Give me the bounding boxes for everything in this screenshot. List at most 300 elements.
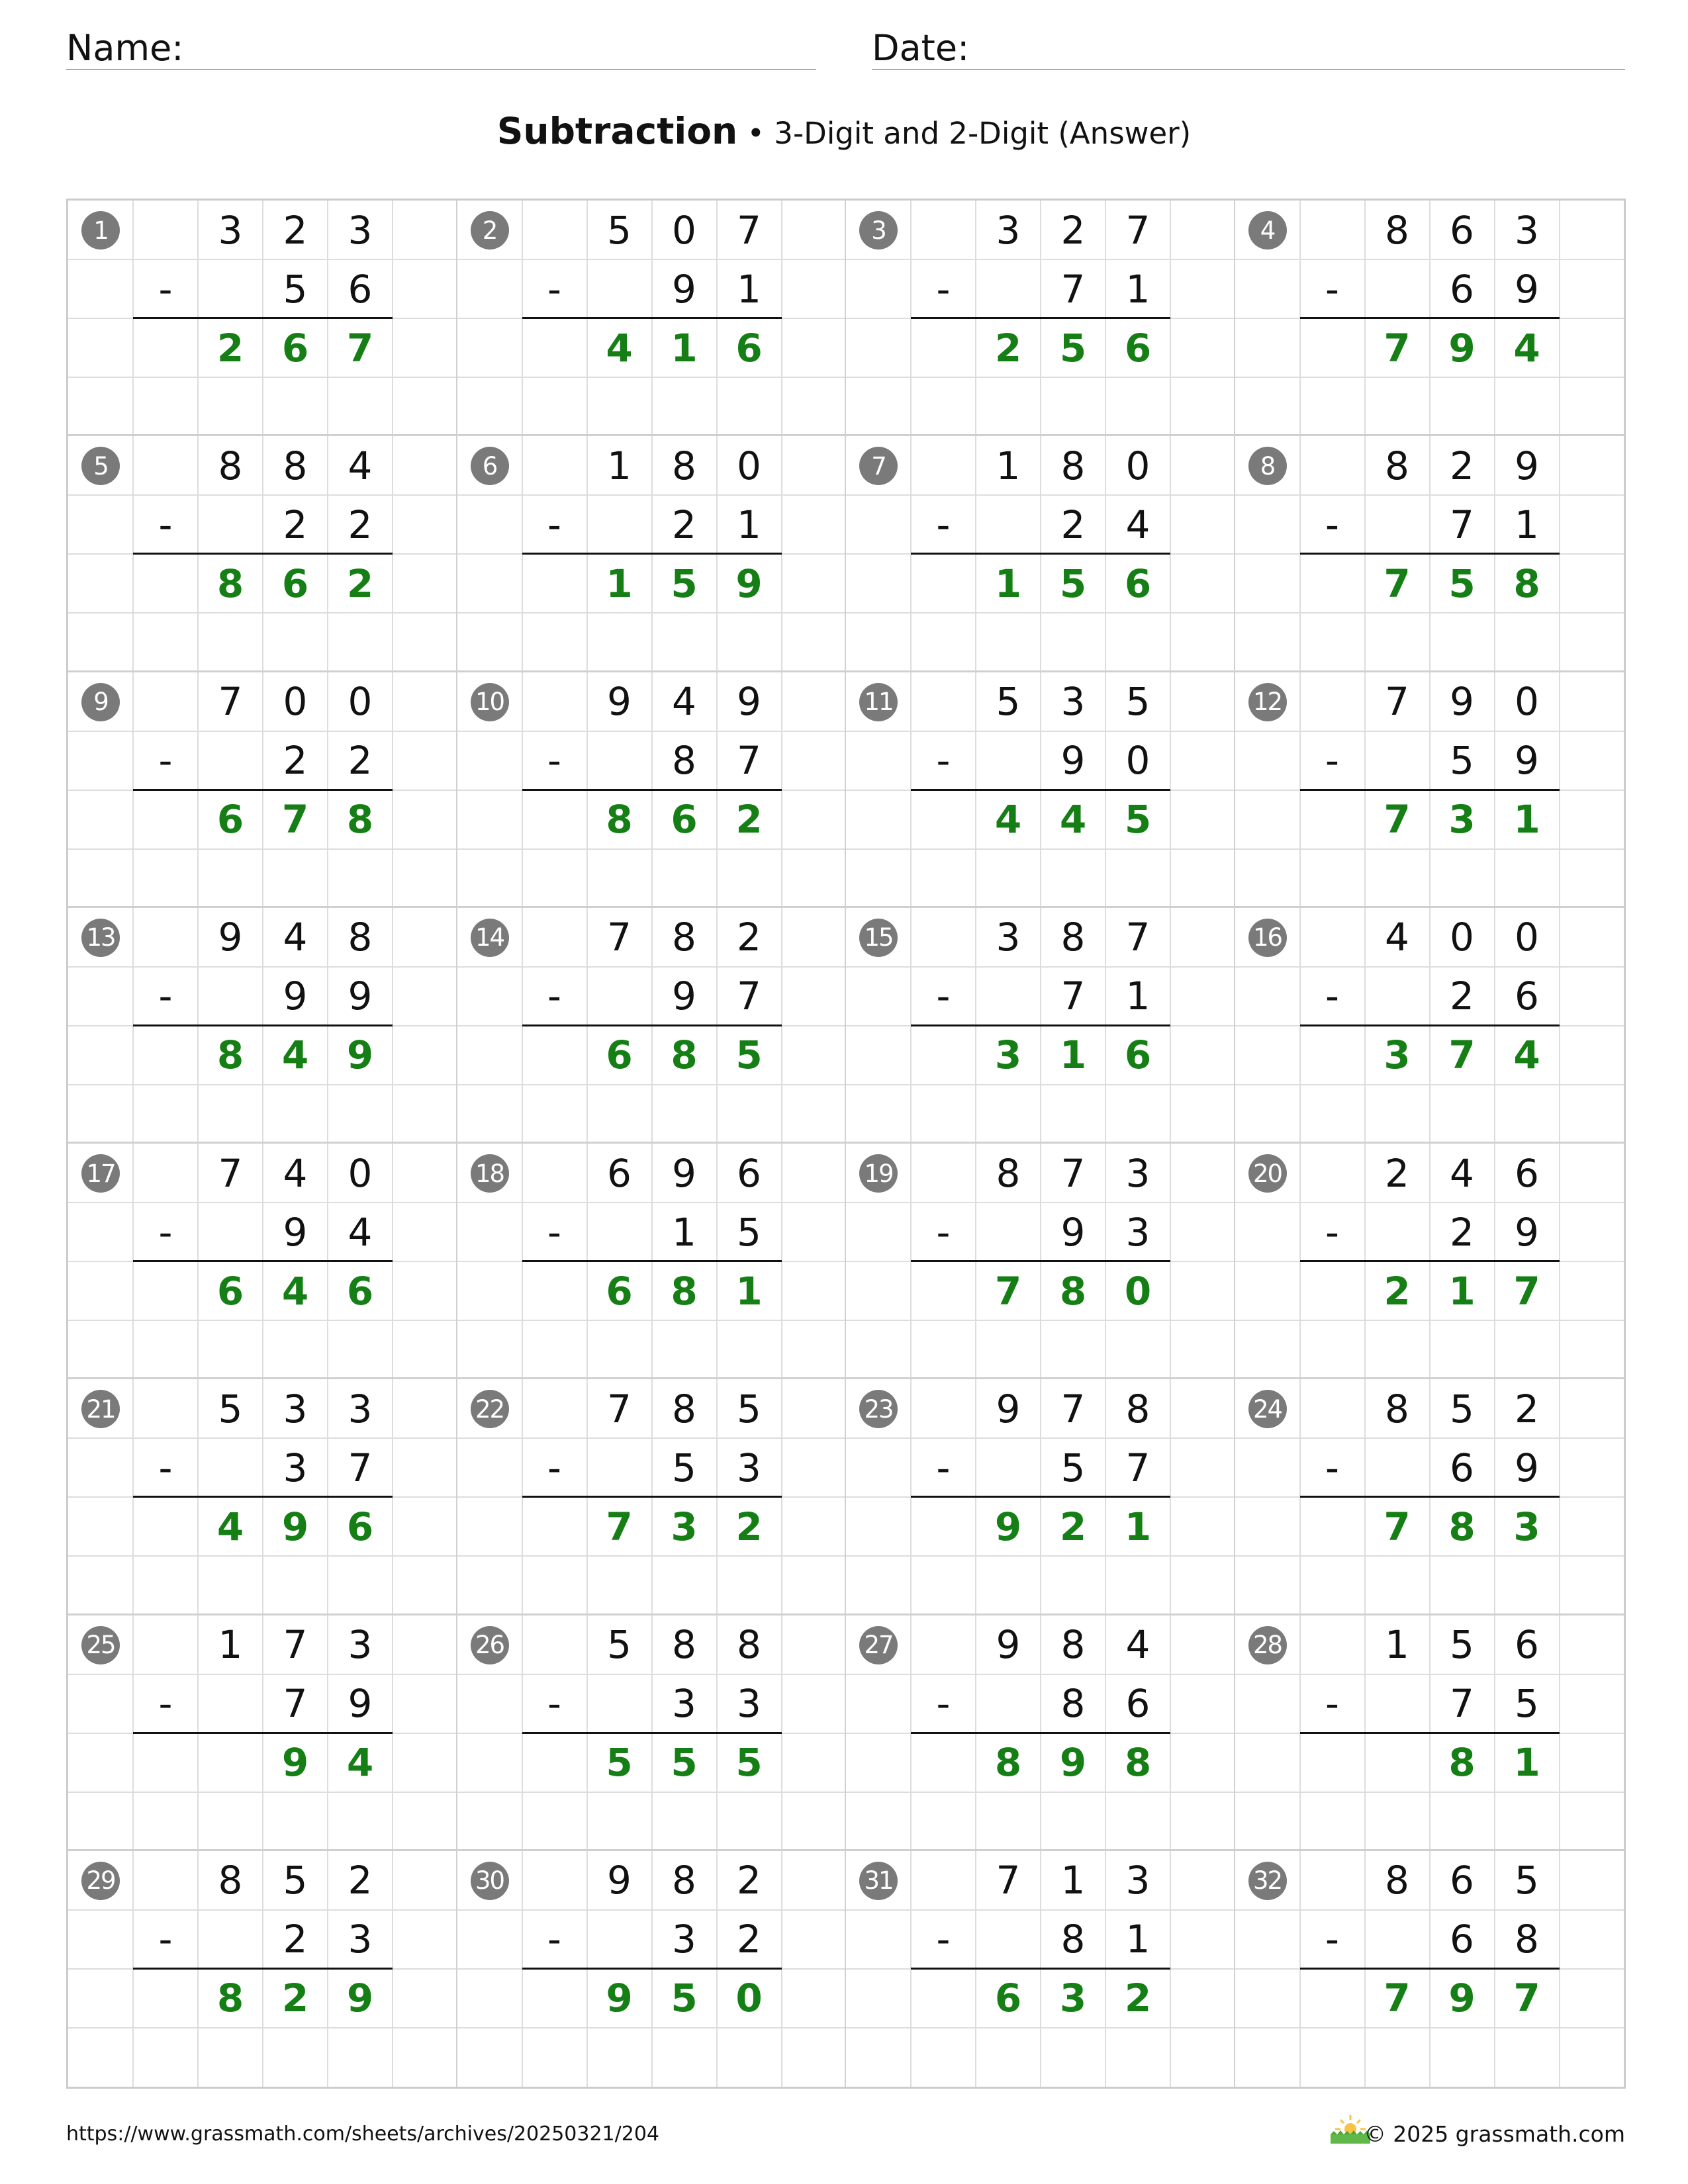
answer-digit: 4 (346, 1740, 374, 1785)
subtrahend-digit: 5 (737, 1209, 761, 1255)
subtrahend-digit: 3 (737, 1681, 761, 1726)
subtrahend-digit: 9 (1515, 738, 1539, 783)
minuend-digit: 2 (348, 1858, 373, 1903)
answer-digit: 4 (281, 1032, 309, 1078)
problem-number: 17 (81, 1154, 120, 1193)
answer-digit: 4 (281, 1268, 309, 1314)
minuend-digit: 5 (607, 207, 632, 253)
answer-digit: 1 (1124, 1504, 1152, 1549)
subtrahend-digit: 2 (1450, 1209, 1474, 1255)
title-main: Subtraction (496, 110, 738, 152)
answer-digit: 8 (671, 1032, 698, 1078)
minus-sign: - (1325, 1917, 1339, 1962)
answer-digit: 8 (994, 1740, 1022, 1785)
problem-cell (1235, 672, 1624, 908)
answer-digit: 1 (994, 561, 1022, 606)
problem-number: 1 (81, 211, 120, 250)
problem-number: 23 (859, 1390, 898, 1428)
minuend-digit: 4 (283, 1150, 308, 1196)
problem-cell (68, 1379, 457, 1615)
answer-digit: 5 (1059, 325, 1087, 371)
minuend-digit: 8 (348, 915, 373, 960)
minuend-digit: 9 (1450, 679, 1474, 724)
answer-digit: 1 (735, 1268, 763, 1314)
minuend-digit: 8 (1060, 1622, 1086, 1667)
minus-sign: - (158, 266, 173, 312)
minuend-digit: 6 (1450, 207, 1474, 253)
subtrahend-digit: 6 (348, 266, 373, 312)
footer-url: https://www.grassmath.com/sheets/archives/20250321/204 (66, 2122, 660, 2146)
answer-digit: 6 (1124, 1032, 1152, 1078)
minuend-digit: 9 (607, 679, 632, 724)
answer-digit: 3 (1448, 797, 1476, 842)
problem-cell (457, 436, 847, 672)
problem-number: 9 (81, 683, 120, 721)
problem-cell (68, 1615, 457, 1851)
problem-number: 15 (859, 919, 898, 957)
subtrahend-digit: 7 (1060, 974, 1086, 1019)
answer-digit: 2 (1383, 1268, 1411, 1314)
answer-digit: 7 (1383, 561, 1411, 606)
answer-digit: 5 (1059, 561, 1087, 606)
subtrahend-digit: 2 (283, 1917, 308, 1962)
answer-digit: 5 (671, 561, 698, 606)
minuend-digit: 3 (348, 207, 373, 253)
problem-number: 16 (1248, 919, 1287, 957)
date-field[interactable] (872, 20, 1625, 70)
answer-digit: 9 (1059, 1740, 1087, 1785)
answer-digit: 9 (1448, 325, 1476, 371)
minus-sign: - (936, 1209, 951, 1255)
minuend-digit: 0 (1515, 915, 1539, 960)
minuend-digit: 8 (218, 1858, 243, 1903)
problem-cell (457, 1615, 847, 1851)
answer-digit: 4 (994, 797, 1022, 842)
answer-digit: 5 (671, 1740, 698, 1785)
minuend-digit: 0 (283, 679, 308, 724)
subtrahend-digit: 7 (737, 974, 761, 1019)
problem-grid (66, 199, 1626, 2089)
minuend-digit: 8 (218, 443, 243, 488)
minuend-digit: 3 (1125, 1858, 1150, 1903)
answer-digit: 3 (1383, 1032, 1411, 1078)
answer-digit: 7 (1383, 1976, 1411, 2021)
subtrahend-digit: 1 (1125, 266, 1150, 312)
answer-digit: 7 (1513, 1268, 1540, 1314)
problem-cell (68, 201, 457, 436)
minus-sign: - (1325, 974, 1339, 1019)
subtrahend-digit: 7 (737, 738, 761, 783)
minuend-digit: 4 (348, 443, 373, 488)
answer-digit: 3 (671, 1504, 698, 1549)
minuend-digit: 9 (607, 1858, 632, 1903)
minuend-digit: 5 (1515, 1858, 1539, 1903)
subtrahend-digit: 4 (348, 1209, 373, 1255)
subtrahend-digit: 1 (737, 266, 761, 312)
name-field[interactable] (66, 20, 816, 70)
minuend-digit: 4 (1125, 1622, 1150, 1667)
subtrahend-digit: 8 (1515, 1917, 1539, 1962)
subtrahend-digit: 2 (283, 738, 308, 783)
minuend-digit: 4 (672, 679, 696, 724)
problem-cell (68, 908, 457, 1144)
minuend-digit: 5 (1450, 1622, 1474, 1667)
answer-digit: 2 (281, 1976, 309, 2021)
subtrahend-digit: 5 (672, 1445, 696, 1490)
subtrahend-digit: 9 (283, 1209, 308, 1255)
subtrahend-digit: 6 (1450, 1917, 1474, 1962)
answer-digit: 6 (1124, 325, 1152, 371)
problem-number: 20 (1248, 1154, 1287, 1193)
minuend-digit: 7 (737, 207, 761, 253)
problem-cell (846, 1379, 1235, 1615)
answer-digit: 6 (216, 1268, 244, 1314)
answer-digit: 1 (1448, 1268, 1476, 1314)
answer-digit: 5 (1448, 561, 1476, 606)
minuend-digit: 3 (996, 207, 1021, 253)
answer-digit: 6 (281, 561, 309, 606)
minus-sign: - (1325, 266, 1339, 312)
problem-number: 11 (859, 683, 898, 721)
problem-cell (68, 672, 457, 908)
answer-digit: 7 (606, 1504, 633, 1549)
answer-digit: 8 (1448, 1740, 1476, 1785)
subtrahend-digit: 4 (1125, 502, 1150, 547)
answer-digit: 4 (1513, 325, 1540, 371)
subtrahend-digit: 2 (348, 502, 373, 547)
answer-digit: 4 (1513, 1032, 1540, 1078)
answer-digit: 9 (994, 1504, 1022, 1549)
problem-number: 30 (471, 1862, 509, 1900)
subtrahend-digit: 7 (1450, 502, 1474, 547)
minuend-digit: 3 (348, 1386, 373, 1432)
minuend-digit: 4 (1385, 915, 1409, 960)
answer-digit: 9 (735, 561, 763, 606)
problem-number: 12 (1248, 683, 1287, 721)
answer-digit: 4 (216, 1504, 244, 1549)
problem-cell (846, 672, 1235, 908)
minus-sign: - (547, 502, 561, 547)
answer-digit: 8 (606, 797, 633, 842)
minuend-digit: 8 (672, 915, 696, 960)
minuend-digit: 8 (996, 1150, 1021, 1196)
answer-digit: 8 (1059, 1268, 1087, 1314)
answer-digit: 7 (346, 325, 374, 371)
subtrahend-digit: 9 (1515, 1445, 1539, 1490)
minus-sign: - (936, 1917, 951, 1962)
minuend-digit: 3 (283, 1386, 308, 1432)
answer-digit: 0 (735, 1976, 763, 2021)
minuend-digit: 3 (218, 207, 243, 253)
minus-sign: - (936, 738, 951, 783)
problem-number: 19 (859, 1154, 898, 1193)
subtrahend-digit: 9 (1060, 738, 1086, 783)
minuend-digit: 1 (1385, 1622, 1409, 1667)
minuend-digit: 7 (996, 1858, 1021, 1903)
minuend-digit: 7 (1385, 679, 1409, 724)
subtrahend-digit: 9 (348, 974, 373, 1019)
minuend-digit: 7 (1125, 915, 1150, 960)
minuend-digit: 8 (1385, 207, 1409, 253)
subtrahend-digit: 3 (348, 1917, 373, 1962)
minuend-digit: 7 (1125, 207, 1150, 253)
minus-sign: - (547, 266, 561, 312)
subtrahend-digit: 1 (1515, 502, 1539, 547)
answer-digit: 1 (1513, 797, 1540, 842)
minus-sign: - (158, 1209, 173, 1255)
problem-cell (1235, 908, 1624, 1144)
answer-digit: 6 (1124, 561, 1152, 606)
problem-number: 24 (1248, 1390, 1287, 1428)
date-label: Date: (872, 27, 970, 69)
subtrahend-digit: 8 (1060, 1681, 1086, 1726)
answer-digit: 4 (606, 325, 633, 371)
minuend-digit: 8 (737, 1622, 761, 1667)
problem-cell (1235, 1379, 1624, 1615)
worksheet-title (0, 108, 1688, 157)
problem-cell (1235, 201, 1624, 436)
minus-sign: - (547, 1681, 561, 1726)
minuend-digit: 5 (218, 1386, 243, 1432)
minuend-digit: 6 (607, 1150, 632, 1196)
answer-digit: 7 (1448, 1032, 1476, 1078)
minuend-digit: 1 (607, 443, 632, 488)
answer-digit: 6 (735, 325, 763, 371)
minuend-digit: 3 (1060, 679, 1086, 724)
minuend-digit: 5 (283, 1858, 308, 1903)
minuend-digit: 2 (1450, 443, 1474, 488)
problem-cell (846, 201, 1235, 436)
problem-cell (846, 436, 1235, 672)
subtrahend-digit: 1 (672, 1209, 696, 1255)
problem-cell (1235, 1615, 1624, 1851)
minus-sign: - (936, 974, 951, 1019)
subtrahend-digit: 3 (1125, 1209, 1150, 1255)
subtrahend-digit: 6 (1125, 1681, 1150, 1726)
minuend-digit: 2 (737, 915, 761, 960)
minuend-digit: 2 (737, 1858, 761, 1903)
minuend-digit: 7 (283, 1622, 308, 1667)
problem-cell (1235, 1144, 1624, 1379)
problem-number: 28 (1248, 1626, 1287, 1664)
subtrahend-digit: 7 (1060, 266, 1086, 312)
minus-sign: - (547, 974, 561, 1019)
subtrahend-digit: 9 (1515, 266, 1539, 312)
subtrahend-digit: 1 (1125, 1917, 1150, 1962)
subtrahend-digit: 8 (1060, 1917, 1086, 1962)
minus-sign: - (547, 1917, 561, 1962)
answer-digit: 9 (281, 1504, 309, 1549)
minuend-digit: 0 (1125, 443, 1150, 488)
minus-sign: - (547, 1209, 561, 1255)
answer-digit: 3 (1059, 1976, 1087, 2021)
answer-digit: 1 (1513, 1740, 1540, 1785)
problem-number: 26 (471, 1626, 509, 1664)
minuend-digit: 8 (672, 1386, 696, 1432)
minus-sign: - (1325, 1445, 1339, 1490)
answer-digit: 6 (346, 1504, 374, 1549)
answer-digit: 2 (1059, 1504, 1087, 1549)
title-subtitle: • 3-Digit and 2-Digit (Answer) (737, 116, 1192, 151)
answer-digit: 5 (735, 1032, 763, 1078)
problem-cell (68, 1851, 457, 2087)
footer-copyright: © 2025 grassmath.com (1364, 2121, 1625, 2147)
minuend-digit: 1 (218, 1622, 243, 1667)
minuend-digit: 8 (1060, 443, 1086, 488)
answer-digit: 6 (216, 797, 244, 842)
answer-digit: 9 (346, 1032, 374, 1078)
problem-number: 8 (1248, 447, 1287, 485)
answer-digit: 8 (1513, 561, 1540, 606)
minuend-digit: 3 (1515, 207, 1539, 253)
answer-digit: 3 (994, 1032, 1022, 1078)
minuend-digit: 0 (348, 679, 373, 724)
subtrahend-digit: 2 (737, 1917, 761, 1962)
subtrahend-digit: 7 (1125, 1445, 1150, 1490)
answer-digit: 7 (1383, 325, 1411, 371)
minuend-digit: 5 (1125, 679, 1150, 724)
subtrahend-digit: 9 (1515, 1209, 1539, 1255)
answer-digit: 7 (1383, 1504, 1411, 1549)
problem-cell (68, 1144, 457, 1379)
minuend-digit: 2 (1515, 1386, 1539, 1432)
answer-digit: 8 (1124, 1740, 1152, 1785)
minuend-digit: 6 (1450, 1858, 1474, 1903)
subtrahend-digit: 3 (283, 1445, 308, 1490)
subtrahend-digit: 0 (1125, 738, 1150, 783)
problem-number: 22 (471, 1390, 509, 1428)
subtrahend-digit: 7 (348, 1445, 373, 1490)
subtrahend-digit: 5 (1060, 1445, 1086, 1490)
subtrahend-digit: 7 (283, 1681, 308, 1726)
minuend-digit: 3 (348, 1622, 373, 1667)
answer-digit: 7 (1513, 1976, 1540, 2021)
answer-digit: 1 (1059, 1032, 1087, 1078)
answer-digit: 7 (1383, 797, 1411, 842)
minuend-digit: 7 (607, 1386, 632, 1432)
subtrahend-digit: 9 (672, 974, 696, 1019)
minuend-digit: 0 (1515, 679, 1539, 724)
answer-digit: 1 (606, 561, 633, 606)
answer-digit: 8 (216, 1976, 244, 2021)
subtrahend-digit: 8 (672, 738, 696, 783)
subtrahend-digit: 6 (1450, 266, 1474, 312)
subtrahend-digit: 5 (1450, 738, 1474, 783)
minus-sign: - (936, 1445, 951, 1490)
subtrahend-digit: 6 (1450, 1445, 1474, 1490)
problem-number: 14 (471, 919, 509, 957)
problem-number: 13 (81, 919, 120, 957)
minuend-digit: 9 (737, 679, 761, 724)
minuend-digit: 9 (996, 1622, 1021, 1667)
answer-digit: 3 (1513, 1504, 1540, 1549)
minus-sign: - (936, 502, 951, 547)
minus-sign: - (547, 1445, 561, 1490)
minuend-digit: 4 (283, 915, 308, 960)
minuend-digit: 7 (218, 1150, 243, 1196)
answer-digit: 9 (1448, 1976, 1476, 2021)
minuend-digit: 5 (996, 679, 1021, 724)
answer-digit: 2 (735, 1504, 763, 1549)
minuend-digit: 2 (1060, 207, 1086, 253)
subtrahend-digit: 6 (1515, 974, 1539, 1019)
minuend-digit: 8 (672, 443, 696, 488)
problem-cell (846, 1851, 1235, 2087)
name-label: Name: (66, 27, 184, 69)
answer-digit: 4 (1059, 797, 1087, 842)
answer-digit: 8 (671, 1268, 698, 1314)
problem-number: 29 (81, 1862, 120, 1900)
answer-digit: 9 (606, 1976, 633, 2021)
problem-cell (457, 1144, 847, 1379)
minus-sign: - (158, 1445, 173, 1490)
subtrahend-digit: 2 (1450, 974, 1474, 1019)
minuend-digit: 0 (348, 1150, 373, 1196)
answer-digit: 2 (994, 325, 1022, 371)
answer-digit: 2 (216, 325, 244, 371)
minuend-digit: 8 (672, 1622, 696, 1667)
answer-digit: 9 (281, 1740, 309, 1785)
problem-number: 18 (471, 1154, 509, 1193)
subtrahend-digit: 2 (348, 738, 373, 783)
minuend-digit: 0 (1450, 915, 1474, 960)
minus-sign: - (158, 1681, 173, 1726)
problem-number: 31 (859, 1862, 898, 1900)
answer-digit: 8 (216, 561, 244, 606)
minuend-digit: 9 (996, 1386, 1021, 1432)
answer-digit: 8 (216, 1032, 244, 1078)
problem-number: 2 (471, 211, 509, 250)
problem-number: 32 (1248, 1862, 1287, 1900)
problem-cell (846, 1144, 1235, 1379)
minus-sign: - (1325, 738, 1339, 783)
minuend-digit: 8 (283, 443, 308, 488)
answer-digit: 6 (346, 1268, 374, 1314)
subtrahend-digit: 3 (737, 1445, 761, 1490)
minuend-digit: 3 (1125, 1150, 1150, 1196)
minuend-digit: 0 (672, 207, 696, 253)
minuend-digit: 8 (672, 1858, 696, 1903)
minuend-digit: 9 (1515, 443, 1539, 488)
minuend-digit: 8 (1385, 1858, 1409, 1903)
problem-number: 21 (81, 1390, 120, 1428)
minus-sign: - (547, 738, 561, 783)
problem-number: 5 (81, 447, 120, 485)
subtrahend-digit: 9 (1060, 1209, 1086, 1255)
problem-number: 10 (471, 683, 509, 721)
minus-sign: - (936, 1681, 951, 1726)
problem-cell (457, 201, 847, 436)
answer-digit: 6 (671, 797, 698, 842)
subtrahend-digit: 5 (1515, 1681, 1539, 1726)
problem-cell (457, 908, 847, 1144)
subtrahend-digit: 1 (1125, 974, 1150, 1019)
problem-cell (846, 908, 1235, 1144)
minus-sign: - (936, 266, 951, 312)
minuend-digit: 6 (1515, 1150, 1539, 1196)
minus-sign: - (158, 974, 173, 1019)
problem-number: 25 (81, 1626, 120, 1664)
problem-cell (846, 1615, 1235, 1851)
minuend-digit: 3 (996, 915, 1021, 960)
subtrahend-digit: 3 (672, 1917, 696, 1962)
problem-number: 4 (1248, 211, 1287, 250)
answer-digit: 5 (671, 1976, 698, 2021)
minuend-digit: 8 (1125, 1386, 1150, 1432)
subtrahend-digit: 5 (283, 266, 308, 312)
minuend-digit: 8 (1385, 443, 1409, 488)
minuend-digit: 5 (1450, 1386, 1474, 1432)
